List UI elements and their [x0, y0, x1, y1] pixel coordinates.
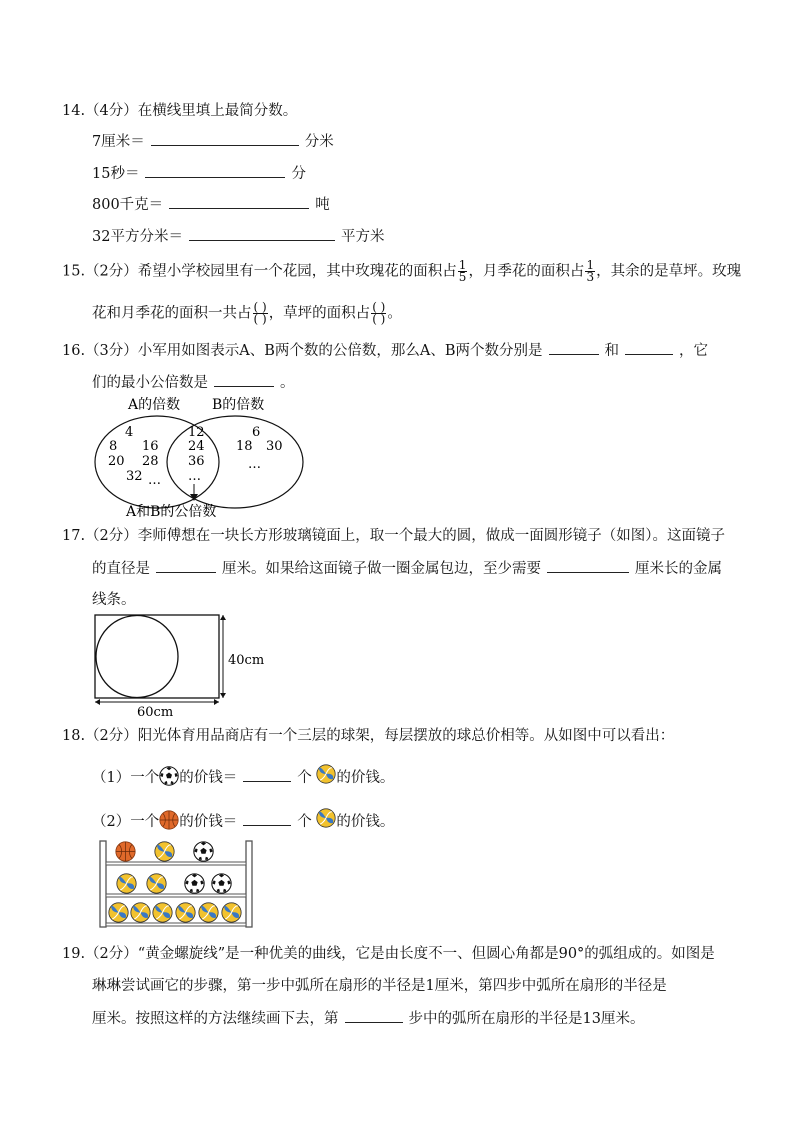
q18-2-text-c: 个: [297, 814, 312, 830]
width-label: 60cm: [137, 705, 174, 720]
q19-text-b: 步中的弧所在扇形的半径是13厘米。: [408, 1011, 645, 1027]
a-value: …: [148, 473, 161, 488]
q14-row-1: [92, 131, 334, 152]
a-value: 8: [109, 439, 118, 454]
label-a: A的倍数: [128, 397, 181, 413]
q17-text-b: 厘米。如果给这面镜子做一圈金属包边，至少需要: [222, 561, 541, 577]
volleyball-icon: [222, 903, 241, 922]
volleyball-icon: [316, 808, 336, 828]
q18-stem: 18.（2分）阳光体育用品商店有一个三层的球架，每层摆放的球总价相等。从如图中可以看出：: [62, 728, 675, 744]
rack-shelf-2: [106, 894, 246, 897]
q18-sub-1: [92, 764, 394, 788]
q15-answer-fraction-1[interactable]: [253, 302, 268, 325]
mirror-diagram: [90, 612, 280, 722]
q18-2-text-b: 的价钱＝: [179, 814, 238, 830]
volleyball-icon: [176, 903, 195, 922]
a-value: 20: [108, 454, 125, 469]
q15-line-2: [92, 302, 402, 325]
common-value: …: [188, 469, 201, 484]
q15-fraction-rose2: [585, 260, 595, 283]
q14-row-4-label: 32平方分米＝: [92, 229, 183, 245]
arrowhead-icon: [95, 699, 100, 705]
common-value: 36: [188, 454, 205, 469]
basketball-icon: [116, 842, 135, 861]
q17-blank-diameter[interactable]: [156, 558, 216, 573]
q14-blank-4[interactable]: [189, 226, 335, 241]
q18-sub-2: [92, 808, 394, 832]
q16-blank-lcm[interactable]: [214, 372, 274, 387]
q14-row-3-label: 800千克＝: [92, 197, 164, 213]
venn-caption: A和B的公倍数: [126, 504, 217, 520]
q14-row-1-unit: 分米: [304, 134, 334, 150]
q15-text-e: ，草坪的面积占: [268, 305, 371, 322]
arrowhead-icon: [220, 693, 226, 698]
q17-line-2: [92, 558, 722, 579]
q14-row-4: [92, 226, 384, 247]
q15-text-d: 花和月季花的面积一共占: [92, 305, 252, 322]
arrowhead-icon: [214, 699, 219, 705]
glass-rectangle: [95, 615, 219, 698]
fraction-denominator: ( ): [372, 312, 386, 326]
q14-blank-3[interactable]: [169, 194, 309, 209]
q16-text-c: ，它: [679, 343, 709, 359]
q18-2-text-d: 的价钱。: [336, 814, 395, 830]
basketball-icon: [159, 810, 179, 830]
q16-text-e: 。: [280, 375, 295, 391]
q15-text-f: 。: [387, 305, 402, 322]
volleyball-icon: [131, 903, 150, 922]
soccer-ball-icon: [194, 842, 213, 861]
q14-blank-2[interactable]: [145, 163, 285, 178]
q14-blank-1[interactable]: [151, 131, 299, 146]
volleyball-icon: [117, 874, 136, 893]
q15-line-1: [62, 260, 741, 283]
volleyball-icon: [109, 903, 128, 922]
q16-blank-a[interactable]: [549, 340, 599, 355]
q15-text-c: ，其余的是草坪。玫瑰: [596, 263, 742, 280]
mirror-circle: [96, 616, 178, 698]
soccer-ball-icon: [159, 766, 179, 786]
b-value: 6: [252, 425, 261, 440]
q16-text-a: 16.（3分）小军用如图表示A、B两个数的公倍数，那么A、B两个数分别是: [62, 343, 543, 359]
q17-text-c: 厘米长的金属: [635, 561, 722, 577]
q14-row-3-unit: 吨: [315, 197, 330, 213]
q16-blank-b[interactable]: [625, 340, 673, 355]
volleyball-icon: [316, 764, 336, 784]
q14-row-2-label: 15秒＝: [92, 166, 140, 182]
q16-text-b: 和: [604, 343, 620, 359]
b-value: 18: [236, 439, 253, 454]
a-value: 4: [125, 425, 134, 440]
q14-row-2: [92, 163, 306, 184]
q14-row-3: [92, 194, 330, 215]
common-value: 12: [188, 425, 205, 440]
q15-text-a: 15.（2分）希望小学校园里有一个花园，其中玫瑰花的面积占: [62, 263, 457, 280]
q19-line-2: 琳琳尝试画它的步骤，第一步中弧所在扇形的半径是1厘米，第四步中弧所在扇形的半径是: [92, 978, 667, 994]
b-value: 30: [266, 439, 283, 454]
q17-blank-length[interactable]: [547, 558, 629, 573]
ball-rack: [98, 838, 258, 930]
q18-1-text-d: 的价钱。: [336, 770, 395, 786]
q19-text-a: 厘米。按照这样的方法继续画下去，第: [92, 1011, 339, 1027]
q18-1-text-b: 的价钱＝: [179, 770, 238, 786]
q16-text-d: 们的最小公倍数是: [92, 375, 208, 391]
q19-line-1: 19.（2分）“黄金螺旋线”是一种优美的曲线，它是由长度不一、但圆心角都是90°的弧组成的。如图是: [62, 946, 715, 962]
q17-text-a: 的直径是: [92, 561, 150, 577]
q16-line-2: [92, 372, 295, 393]
fraction-numerator: ( ): [372, 300, 386, 314]
venn-diagram: [90, 392, 310, 522]
volleyball-icon: [199, 903, 218, 922]
height-label: 40cm: [228, 653, 265, 668]
fraction-numerator: ( ): [253, 300, 267, 314]
a-value: 32: [126, 469, 143, 484]
volleyball-icon: [155, 842, 174, 861]
q18-1-text-a: （1）一个: [92, 770, 160, 786]
fraction-numerator: 1: [458, 258, 467, 272]
arrowhead-icon: [220, 615, 226, 620]
rack-post-right: [246, 841, 252, 927]
q14-stem: 14.（4分）在横线里填上最简分数。: [62, 103, 298, 119]
q14-row-2-unit: 分: [291, 166, 306, 182]
q17-line-3: 线条。: [92, 592, 136, 608]
fraction-denominator: ( ): [253, 312, 267, 326]
soccer-ball-icon: [212, 874, 231, 893]
q14-row-4-unit: 平方米: [340, 229, 385, 245]
q16-line-1: [62, 340, 708, 361]
rack-shelf-3: [106, 923, 246, 926]
q14-row-1-label: 7厘米＝: [92, 134, 145, 150]
b-value: …: [248, 457, 261, 472]
label-b: B的倍数: [212, 397, 265, 413]
rack-shelf-1: [106, 862, 246, 865]
soccer-ball-icon: [185, 874, 204, 893]
a-value: 28: [142, 454, 159, 469]
q19-line-3: [92, 1008, 644, 1029]
fraction-numerator: 1: [586, 258, 595, 272]
common-value: 24: [188, 439, 205, 454]
q15-fraction-rose: [458, 260, 468, 283]
q15-answer-fraction-2[interactable]: [371, 302, 386, 325]
q19-blank-step[interactable]: [345, 1008, 403, 1023]
q18-blank-1[interactable]: [243, 767, 291, 782]
q15-text-b: ，月季花的面积占: [468, 263, 585, 280]
rack-post-left: [100, 841, 106, 927]
a-value: 16: [142, 439, 159, 454]
q17-line-1: 17.（2分）李师傅想在一块长方形玻璃镜面上，取一个最大的圆，做成一面圆形镜子（如图）。这面镜子: [62, 528, 726, 544]
q18-1-text-c: 个: [297, 770, 312, 786]
fraction-denominator: 5: [458, 270, 467, 284]
volleyball-icon: [153, 903, 172, 922]
fraction-denominator: 3: [586, 270, 595, 284]
q18-blank-2[interactable]: [243, 811, 291, 826]
q18-2-text-a: （2）一个: [92, 814, 160, 830]
volleyball-icon: [147, 874, 166, 893]
